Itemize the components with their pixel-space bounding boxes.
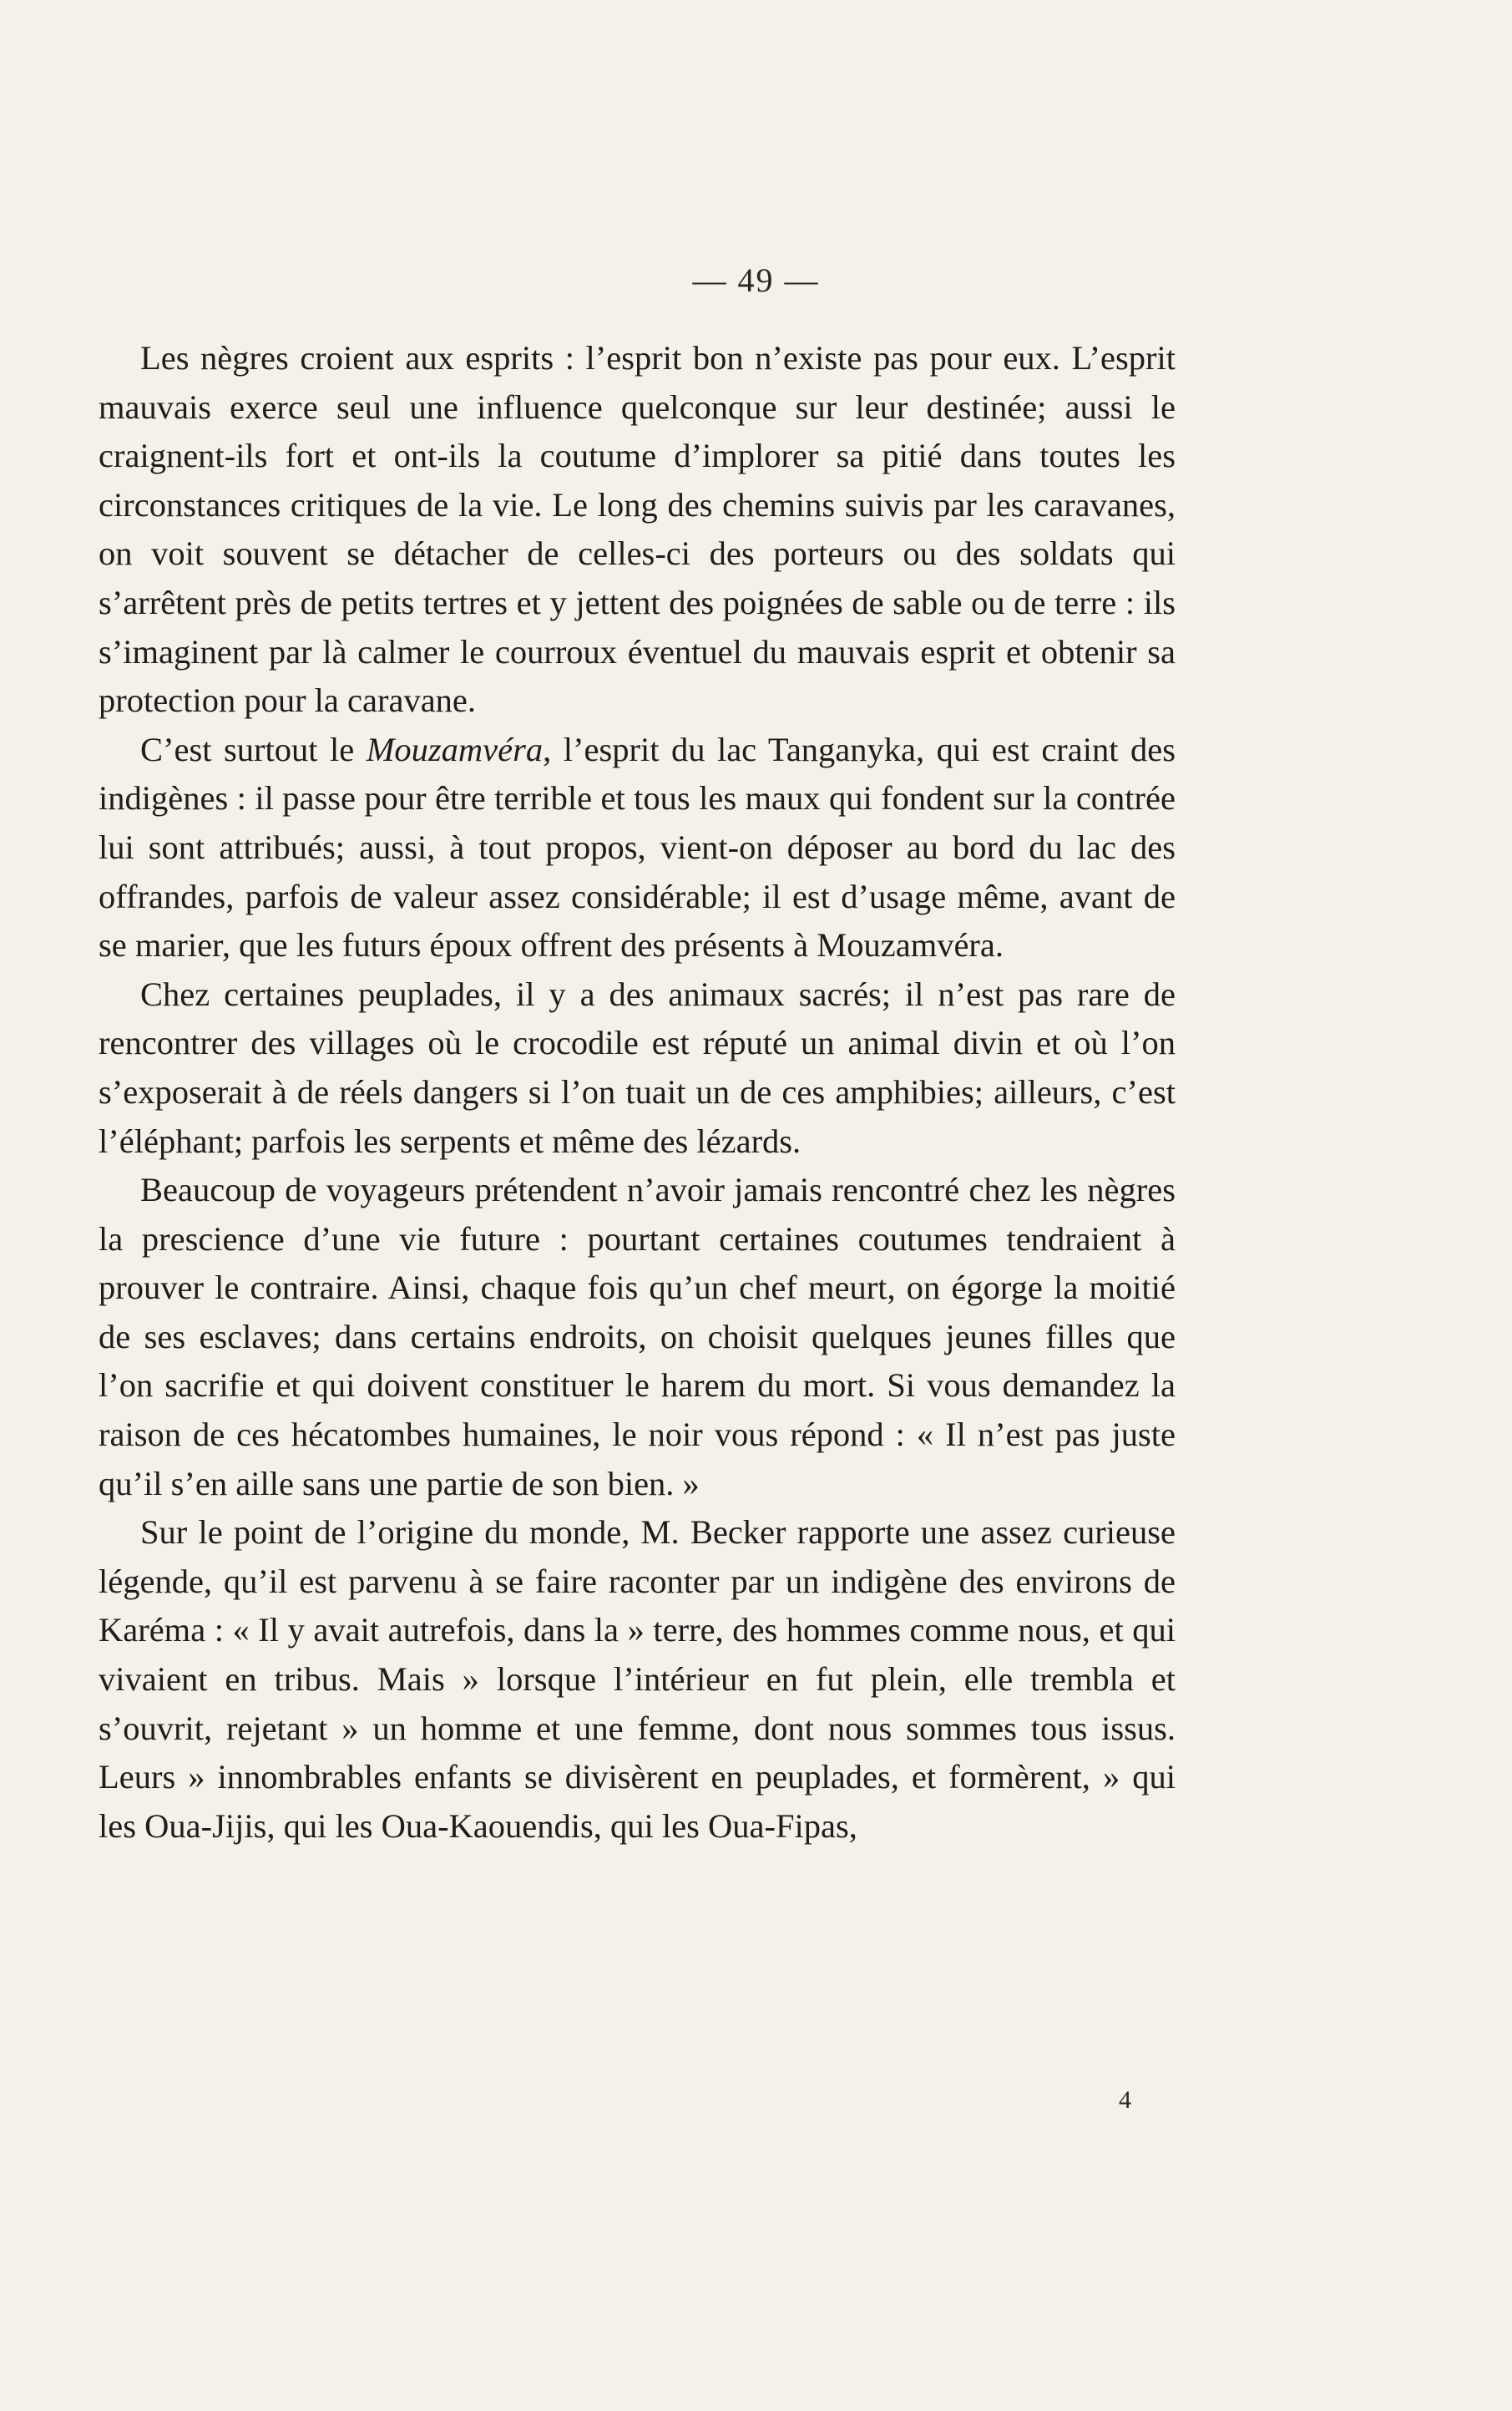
paragraph-mouzamvera bbox=[99, 726, 1176, 970]
paragraph-mouzamvera-after: , l’esprit du lac Tanganyka, qui est craint des indigènes : il passe pour être terrible et tous les maux qui fondent sur la contrée lui sont attribués; aussi, à tout propos, vient-on déposer au bord du lac des offrandes, parfois de valeur assez considérable; il est d’usage même, avant de se marier, que les futurs époux offrent des présents à Mouzamvéra. bbox=[99, 730, 1176, 965]
paragraph-mouzamvera-before: C’est surtout le bbox=[140, 730, 367, 768]
page-number: — 49 — bbox=[692, 261, 820, 299]
paragraph-origin-legend: Sur le point de l’origine du monde, M. Becker rapporte une assez curieuse légende, qu’il est parvenu à se faire raconter par un indigène des environs de Karéma : « Il y avait autrefois, dans la » terre, des hommes comme nous, et qui vivaient en tribus. Mais » lorsque l’intérieur en fut plein, elle trembla et s’ouvrit, rejetant » un homme et une femme, dont nous sommes tous issus. Leurs » innombrables enfants se divisèrent en peuplades, et formèrent, » qui les Oua-Jijis, qui les Oua-Kaouendis, qui les Oua-Fipas, bbox=[99, 1513, 1176, 1845]
paragraph-spirits: Les nègres croient aux esprits : l’esprit bon n’existe pas pour eux. L’esprit mauvais exerce seul une influence quelconque sur leur destinée; aussi le craignent-ils fort et ont-ils la coutume d’implorer sa pitié dans toutes les circonstances critiques de la vie. Le long des chemins suivis par les caravanes, on voit souvent se détacher de celles-ci des porteurs ou des soldats qui s’arrêtent près de petits tertres et y jettent des poignées de sable ou de terre : ils s’imaginent par là calmer le courroux éventuel du mauvais esprit et obtenir sa protection pour la caravane. bbox=[99, 339, 1176, 720]
paragraph-mouzamvera-italic: Mouzamvéra bbox=[366, 730, 544, 768]
paragraph-sacred-animals: Chez certaines peuplades, il y a des animaux sacrés; il n’est pas rare de rencontrer des villages où le crocodile est réputé un animal divin et où l’on s’exposerait à de réels dangers si l’on tuait un de ces amphibies; ailleurs, c’est l’éléphant; parfois les serpents et même des lézards. bbox=[99, 975, 1176, 1160]
paragraph-future-life: Beaucoup de voyageurs prétendent n’avoir jamais rencontré chez les nègres la prescience d’une vie future : pourtant certaines coutumes tendraient à prouver le contraire. Ainsi, chaque fois qu’un chef meurt, on égorge la moitié de ses esclaves; dans certains endroits, on choisit quelques jeunes filles que l’on sacrifie et qui doivent constituer le harem du mort. Si vous demandez la raison de ces hécatombes humaines, le noir vous répond : « Il n’est pas juste qu’il s’en aille sans une partie de son bien. » bbox=[99, 1171, 1176, 1502]
body-text bbox=[99, 334, 1176, 1851]
signature-mark: 4 bbox=[1119, 2086, 1131, 2114]
